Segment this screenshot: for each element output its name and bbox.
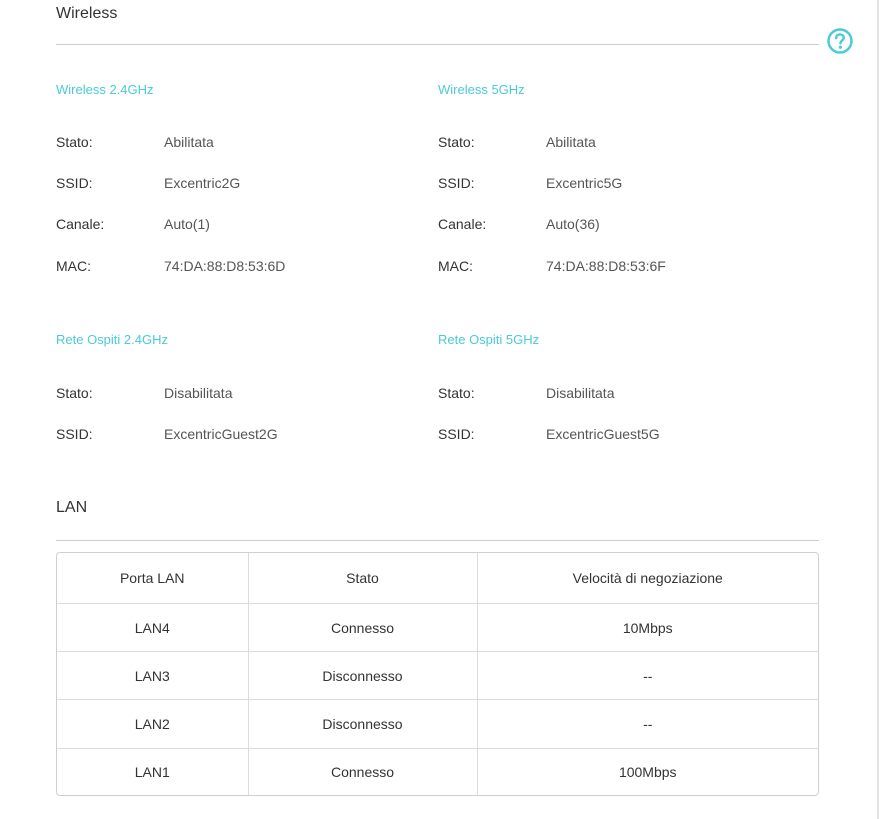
w5-canale-label: Canale: — [438, 216, 487, 232]
lan-section-title: LAN — [56, 499, 88, 516]
guest-24ghz-title: Rete Ospiti 2.4GHz — [56, 332, 168, 347]
w24-mac-value: 74:DA:88:D8:53:6D — [164, 258, 286, 274]
cell-stato: Connesso — [248, 604, 477, 652]
header-stato: Stato — [248, 553, 477, 604]
w5-ssid-label: SSID: — [438, 175, 475, 191]
table-row — [57, 700, 818, 748]
w24-ssid-label: SSID: — [56, 175, 93, 191]
cell-porta: LAN2 — [57, 700, 248, 748]
w24-canale-value: Auto(1) — [164, 216, 210, 232]
guest-5ghz-title: Rete Ospiti 5GHz — [438, 332, 540, 347]
cell-velocita: -- — [477, 652, 818, 700]
w5-stato-value: Abilitata — [546, 134, 596, 150]
g24-stato-label: Stato: — [56, 385, 93, 401]
w24-stato-label: Stato: — [56, 134, 93, 150]
table-row — [57, 604, 818, 652]
cell-stato: Connesso — [248, 748, 477, 795]
cell-porta: LAN3 — [57, 652, 248, 700]
table-row — [57, 748, 818, 795]
w5-mac-label: MAC: — [438, 258, 473, 274]
wireless-divider — [56, 44, 819, 45]
header-porta-lan: Porta LAN — [57, 553, 248, 604]
cell-porta: LAN1 — [57, 748, 248, 795]
help-circle-icon[interactable] — [827, 28, 851, 52]
w5-stato-label: Stato: — [438, 134, 475, 150]
cell-stato: Disconnesso — [248, 700, 477, 748]
cell-velocita: 100Mbps — [618, 763, 677, 780]
w24-canale-label: Canale: — [56, 216, 105, 232]
cell-velocita: -- — [477, 700, 818, 748]
w24-ssid-value: Excentric2G — [164, 175, 241, 191]
header-velocita: Velocità di negoziazione — [477, 553, 818, 604]
g5-stato-value: Disabilitata — [546, 385, 615, 401]
lan-table — [56, 552, 819, 796]
cell-stato: Disconnesso — [248, 652, 477, 700]
g24-stato-value: Disabilitata — [164, 385, 233, 401]
wireless-5ghz-title: Wireless 5GHz — [438, 82, 525, 97]
w24-mac-label: MAC: — [56, 258, 91, 274]
wireless-24ghz-title: Wireless 2.4GHz — [56, 82, 154, 97]
table-row — [57, 652, 818, 700]
g5-ssid-label: SSID: — [438, 426, 475, 442]
lan-table-header-row — [57, 553, 818, 604]
g24-ssid-value: ExcentricGuest2G — [164, 426, 278, 442]
g5-stato-label: Stato: — [438, 385, 475, 401]
cell-porta: LAN4 — [57, 604, 248, 652]
w5-ssid-value: Excentric5G — [546, 175, 623, 191]
w5-canale-value: Auto(36) — [546, 216, 600, 232]
w5-mac-value: 74:DA:88:D8:53:6F — [546, 258, 666, 274]
wireless-section-title: Wireless — [56, 5, 118, 22]
lan-divider — [56, 540, 819, 541]
g24-ssid-label: SSID: — [56, 426, 93, 442]
w24-stato-value: Abilitata — [164, 134, 214, 150]
g5-ssid-value: ExcentricGuest5G — [546, 426, 660, 442]
cell-velocita: 10Mbps — [477, 604, 818, 652]
